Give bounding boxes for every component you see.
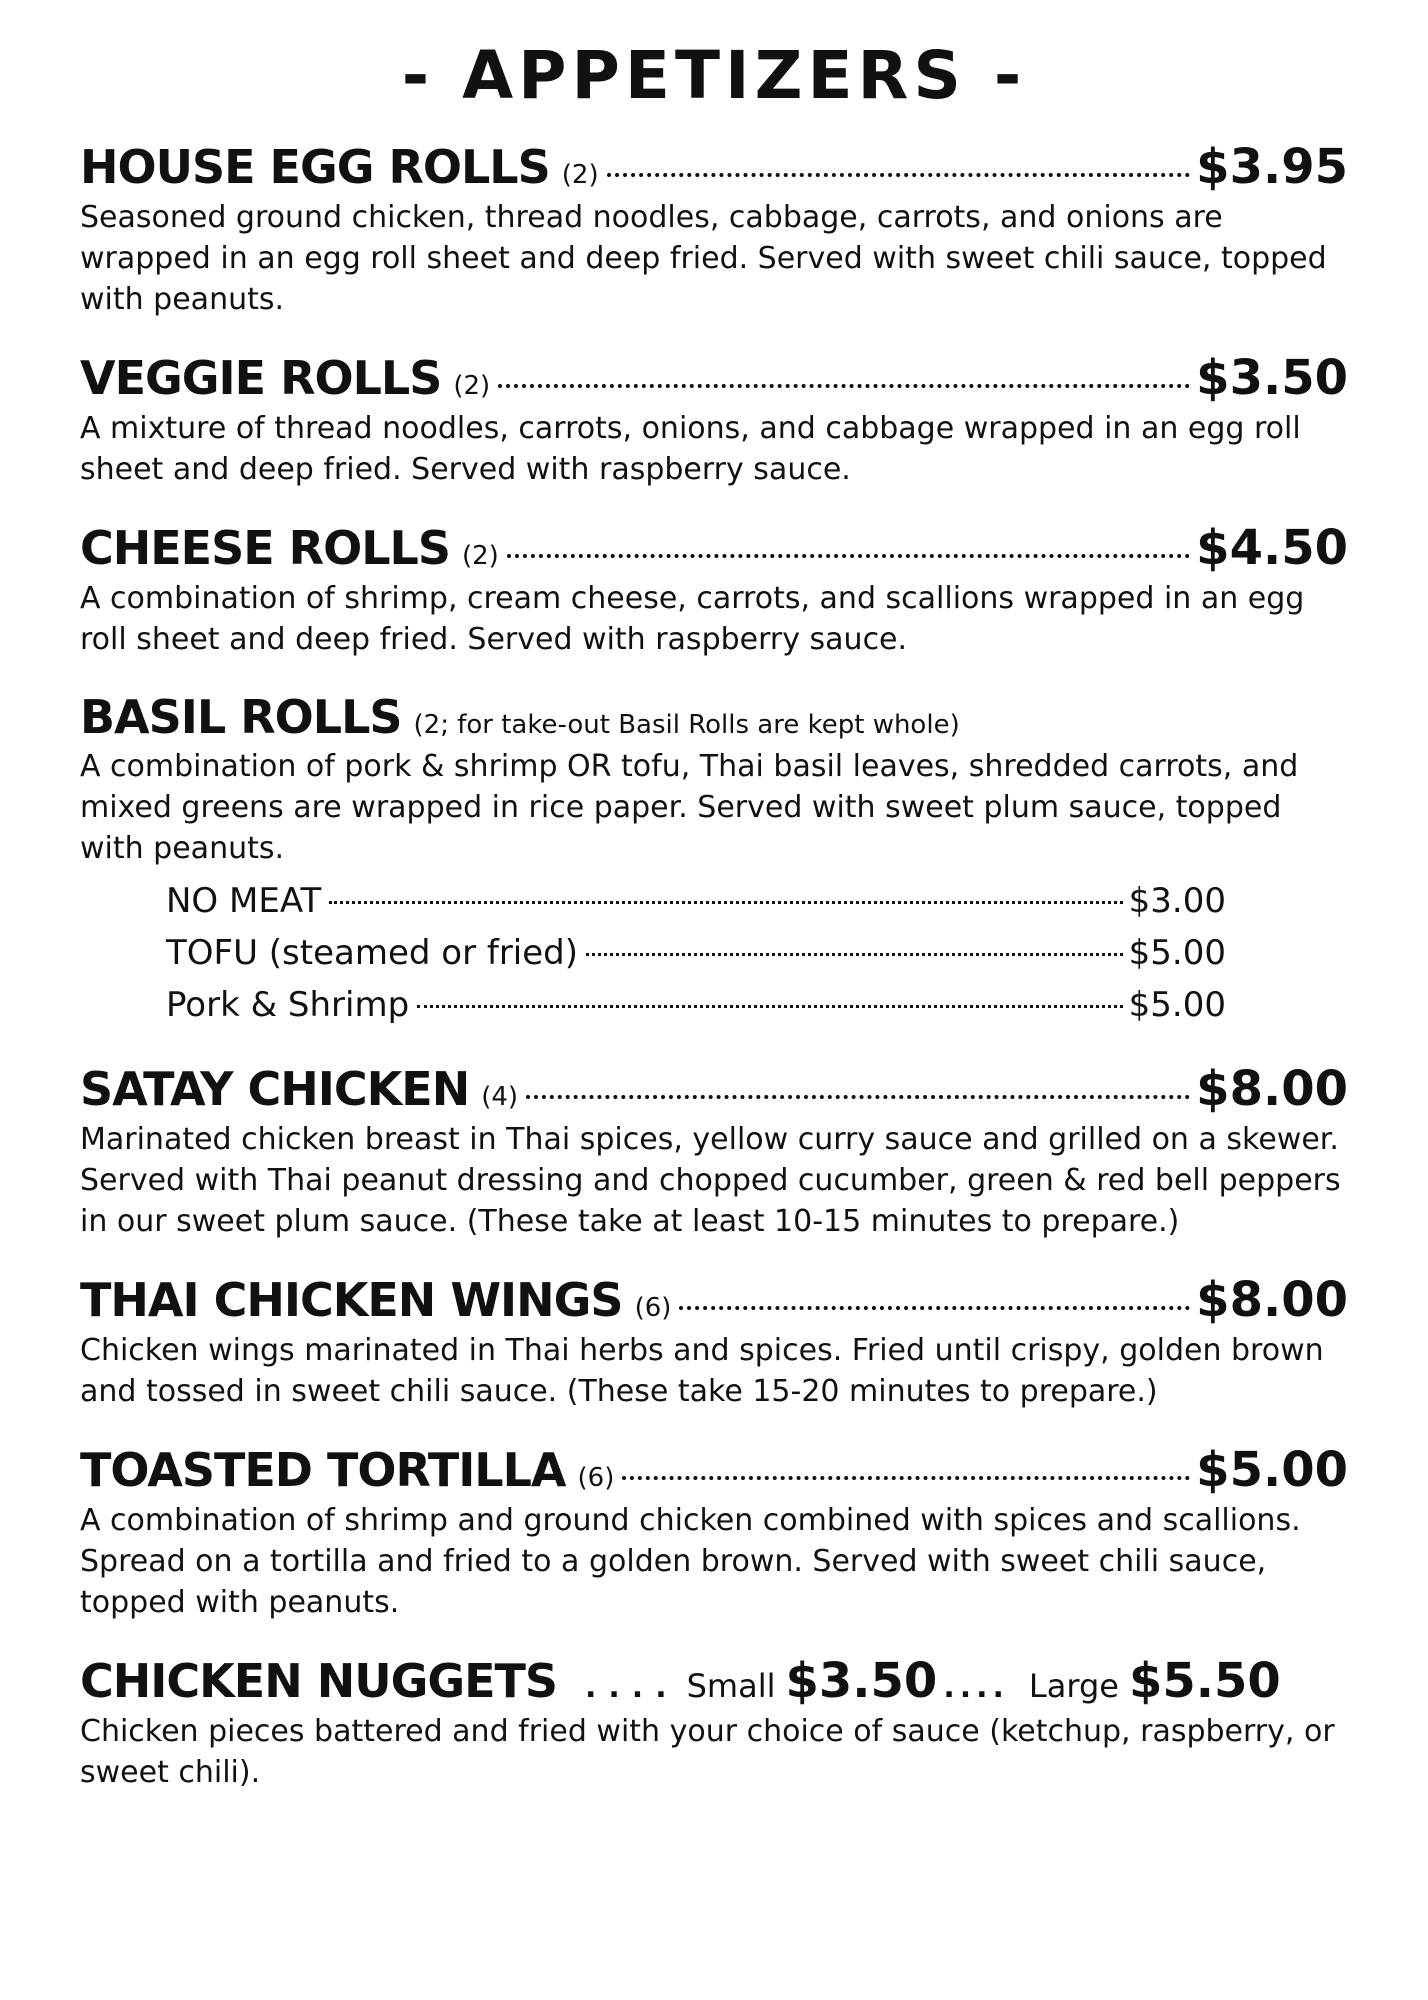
item-quantity: (6) [634, 1292, 672, 1323]
option-price: $3.00 [1128, 880, 1226, 921]
menu-item-basil-rolls [80, 690, 1348, 1031]
option-price: $5.00 [1128, 984, 1226, 1025]
dot-leader [417, 1005, 1123, 1008]
item-description: Chicken pieces battered and fried with your choice of sauce (ketchup, raspberry, or sweet chili). [80, 1713, 1335, 1790]
item-quantity: (2) [453, 370, 491, 401]
dot-leader [679, 1306, 1190, 1310]
dot-leader [507, 554, 1190, 558]
item-price: $4.50 [1196, 519, 1348, 576]
item-quantity: (2) [561, 159, 599, 190]
item-quantity: (2; for take-out Basil Rolls are kept whole) [413, 709, 960, 740]
item-description: Chicken wings marinated in Thai herbs and spices. Fried until crispy, golden brown and tossed in sweet chili sauce. (These take 15-20 minutes to prepare.) [80, 1332, 1324, 1409]
item-price: $5.00 [1196, 1441, 1348, 1498]
menu-item-house-egg-rolls [80, 139, 1348, 320]
item-name: HOUSE EGG ROLLS [80, 139, 550, 194]
item-quantity: (4) [481, 1081, 519, 1112]
item-name: SATAY CHICKEN [80, 1061, 470, 1116]
item-quantity: (6) [577, 1462, 615, 1493]
item-name: TOASTED TORTILLA [80, 1442, 566, 1497]
dot-leader: .... [943, 1669, 1009, 1705]
item-description: Seasoned ground chicken, thread noodles, cabbage, carrots, and onions are wrapped in an egg roll sheet and deep fried. Served with sweet chili sauce, topped with peanuts. [80, 199, 1327, 317]
dot-leader [329, 901, 1122, 904]
item-price: $3.95 [1196, 138, 1348, 195]
option-label: TOFU (steamed or fried) [166, 932, 579, 973]
option-row [166, 875, 1226, 927]
menu-item-thai-chicken-wings [80, 1272, 1348, 1412]
item-description: A combination of pork & shrimp OR tofu, Thai basil leaves, shredded carrots, and mixed greens are wrapped in rice paper. Served with sweet plum sauce, topped with peanuts. [80, 748, 1299, 866]
menu-item-toasted-tortilla [80, 1442, 1348, 1623]
item-description: Marinated chicken breast in Thai spices, yellow curry sauce and grilled on a skewer. Served with Thai peanut dressing and chopped cucumber, green & red bell peppers in our sweet plum sauce. (These take at least 10-15 minutes to prepare.) [80, 1121, 1341, 1239]
item-name: CHEESE ROLLS [80, 520, 450, 575]
large-label: Large [1028, 1666, 1119, 1705]
item-price: $3.50 [1196, 349, 1348, 406]
price-options [166, 875, 1226, 1031]
dot-leader [622, 1476, 1190, 1480]
item-description: A mixture of thread noodles, carrots, onions, and cabbage wrapped in an egg roll sheet and deep fried. Served with raspberry sauce. [80, 410, 1301, 487]
option-row [166, 979, 1226, 1031]
dot-leader [586, 953, 1123, 956]
option-label: Pork & Shrimp [166, 984, 410, 1025]
item-name: CHICKEN NUGGETS [80, 1653, 558, 1708]
item-description: A combination of shrimp and ground chicken combined with spices and scallions. Spread on a tortilla and fried to a golden brown. Served with sweet chili sauce, topped with peanuts. [80, 1502, 1301, 1620]
item-price: $8.00 [1196, 1060, 1348, 1117]
small-label: Small [686, 1666, 776, 1705]
item-quantity: (2) [461, 540, 499, 571]
dot-leader [607, 173, 1191, 177]
page-title: - APPETIZERS - [401, 37, 1027, 114]
small-price: $3.50 [785, 1652, 938, 1709]
large-price: $5.50 [1128, 1652, 1281, 1709]
menu-item-cheese-rolls [80, 520, 1348, 660]
dot-leader: .... [585, 1669, 679, 1705]
item-name: BASIL ROLLS [80, 689, 402, 744]
item-description: A combination of shrimp, cream cheese, carrots, and scallions wrapped in an egg roll sheet and deep fried. Served with raspberry sauce. [80, 580, 1305, 657]
option-price: $5.00 [1128, 932, 1226, 973]
dot-leader [498, 384, 1190, 388]
option-label: NO MEAT [166, 880, 322, 921]
menu-item-satay-chicken [80, 1061, 1348, 1242]
item-name: THAI CHICKEN WINGS [80, 1272, 623, 1327]
menu-item-veggie-rolls [80, 350, 1348, 490]
item-price: $8.00 [1196, 1271, 1348, 1328]
item-name: VEGGIE ROLLS [80, 350, 442, 405]
option-row [166, 927, 1226, 979]
menu-item-chicken-nuggets [80, 1653, 1348, 1793]
dot-leader [526, 1095, 1190, 1099]
